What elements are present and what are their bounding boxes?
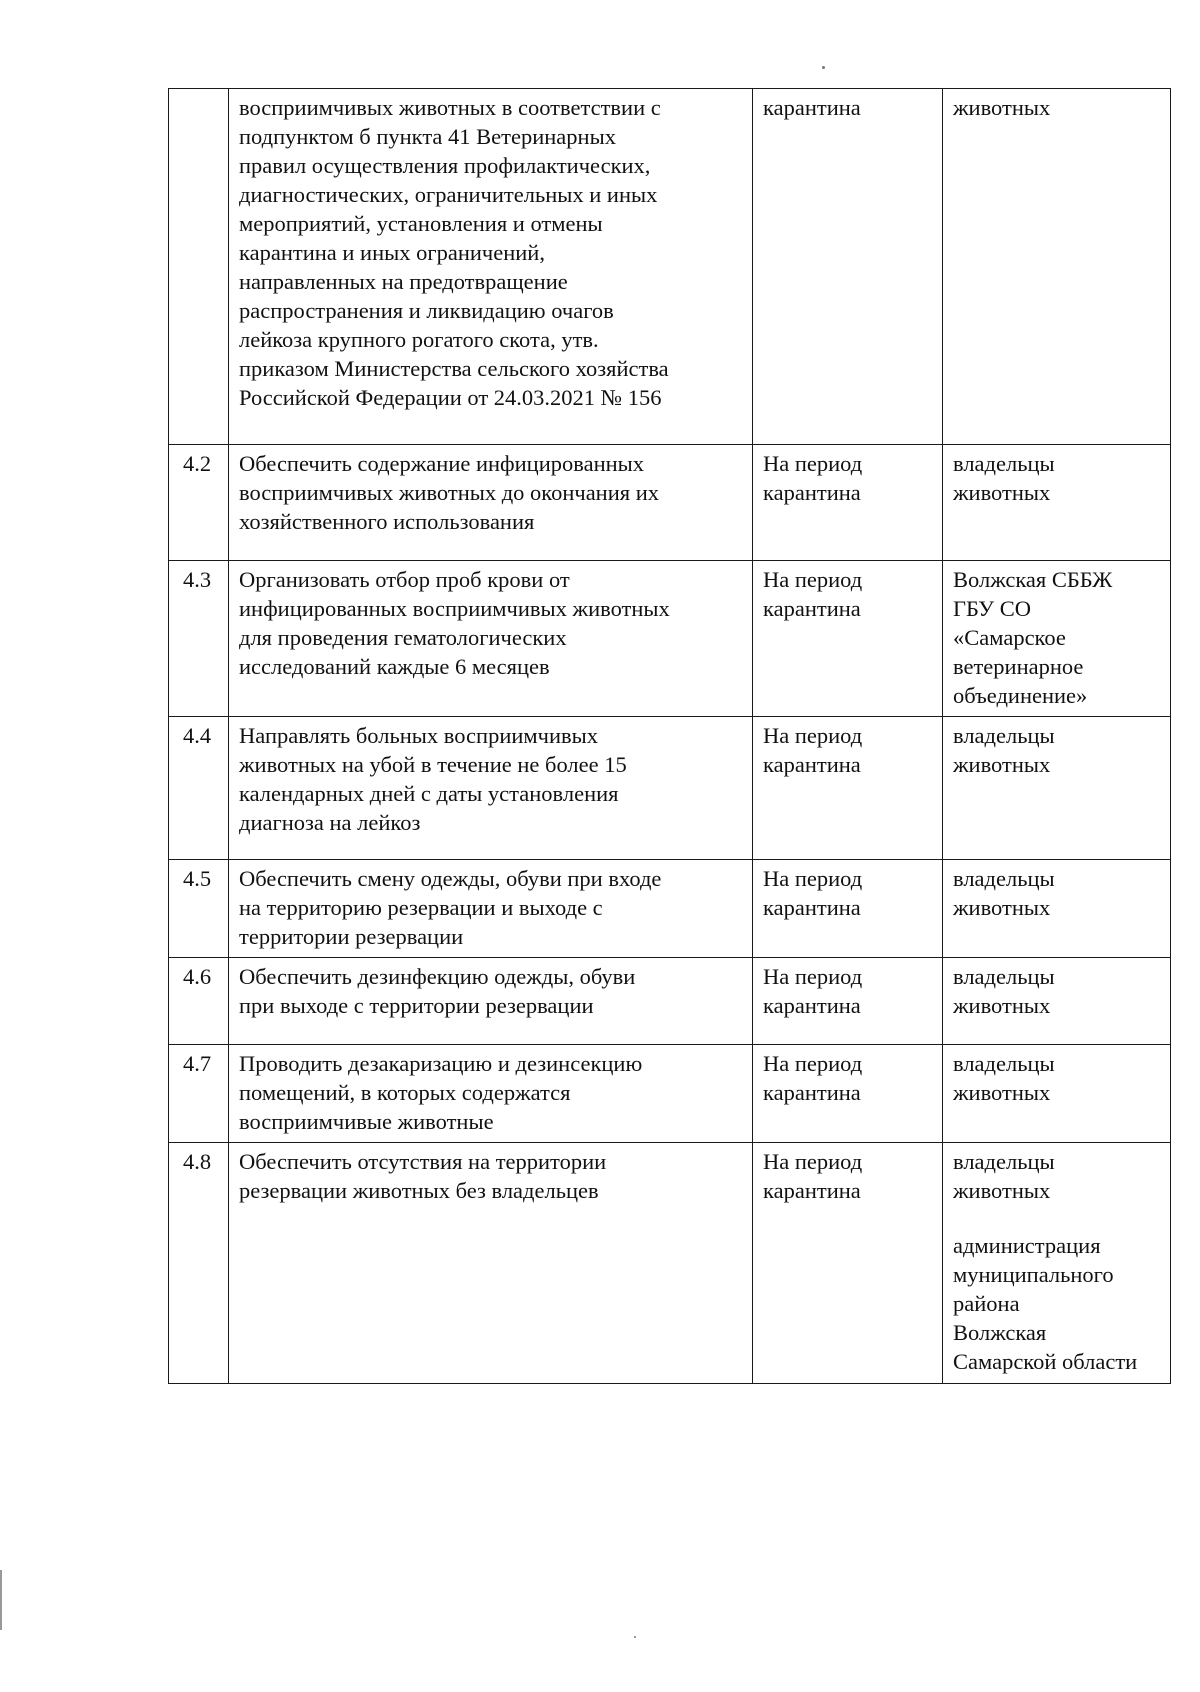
row-number-cell (169, 860, 229, 958)
responsible-cell: владельцы животных (943, 860, 1171, 958)
term-cell: карантина (753, 89, 943, 445)
measures-table (168, 88, 1171, 1384)
row-number-cell (169, 89, 229, 445)
measure-cell: восприимчивых животных в соответствии с подпунктом б пункта 41 Ветеринарных правил осуществления профилактических, диагностических, ограничительных и иных мероприятий, установления и отмены карантина и иных ограничений, направленных на предотвращение распространения и ликвидацию очагов лейкоза крупного рогатого скота, утв. приказом Министерства сельского хозяйства Российской Федерации от 24.03.2021 № 156 (229, 89, 753, 445)
measure-cell: Организовать отбор проб крови от инфицированных восприимчивых животных для проведения гематологических исследований каждые 6 месяцев (229, 561, 753, 717)
responsible-cell: животных (943, 89, 1171, 445)
row-number: 4.7 (183, 1051, 212, 1076)
table-row (169, 1045, 1171, 1143)
table-row (169, 958, 1171, 1045)
term-cell: На период карантина (753, 717, 943, 860)
row-number-cell (169, 1045, 229, 1143)
row-number-cell (169, 958, 229, 1045)
responsible-cell (943, 1143, 1171, 1384)
row-number: 4.8 (183, 1149, 212, 1174)
row-number: 4.5 (183, 866, 212, 891)
row-number-cell (169, 445, 229, 561)
scan-speck (634, 1636, 636, 1638)
table-row (169, 561, 1171, 717)
row-number-cell (169, 561, 229, 717)
row-number-cell (169, 717, 229, 860)
row-number: 4.3 (183, 567, 212, 592)
term-cell: На период карантина (753, 860, 943, 958)
measure-cell: Направлять больных восприимчивых животных на убой в течение не более 15 календарных дней с даты установления диагноза на лейкоз (229, 717, 753, 860)
responsible-owners: владельцы животных (953, 1149, 1055, 1203)
responsible-administration: администрация муниципального района Волжская Самарской области (953, 1233, 1138, 1374)
responsible-cell: владельцы животных (943, 958, 1171, 1045)
term-cell: На период карантина (753, 1143, 943, 1384)
term-cell: На период карантина (753, 561, 943, 717)
responsible-cell: Волжская СББЖ ГБУ СО «Самарское ветеринарное объединение» (943, 561, 1171, 717)
measure-cell: Обеспечить дезинфекцию одежды, обуви при выходе с территории резервации (229, 958, 753, 1045)
scan-edge-mark (0, 1570, 2, 1630)
table-row (169, 89, 1171, 445)
cell-spacer (953, 1205, 1160, 1231)
measure-cell: Обеспечить смену одежды, обуви при входе на территорию резервации и выходе с территории резервации (229, 860, 753, 958)
measure-cell: Проводить дезакаризацию и дезинсекцию помещений, в которых содержатся восприимчивые животные (229, 1045, 753, 1143)
table-row (169, 1143, 1171, 1384)
term-cell: На период карантина (753, 958, 943, 1045)
row-number: 4.2 (183, 451, 212, 476)
table-row (169, 717, 1171, 860)
measure-cell: Обеспечить содержание инфицированных восприимчивых животных до окончания их хозяйственного использования (229, 445, 753, 561)
table-row (169, 445, 1171, 561)
term-cell: На период карантина (753, 1045, 943, 1143)
table-row (169, 860, 1171, 958)
scan-speck (822, 66, 825, 69)
term-cell: На период карантина (753, 445, 943, 561)
row-number: 4.4 (183, 723, 212, 748)
responsible-cell: владельцы животных (943, 717, 1171, 860)
row-number-cell (169, 1143, 229, 1384)
responsible-cell: владельцы животных (943, 1045, 1171, 1143)
row-number: 4.6 (183, 964, 212, 989)
responsible-cell: владельцы животных (943, 445, 1171, 561)
measure-cell: Обеспечить отсутствия на территории резервации животных без владельцев (229, 1143, 753, 1384)
